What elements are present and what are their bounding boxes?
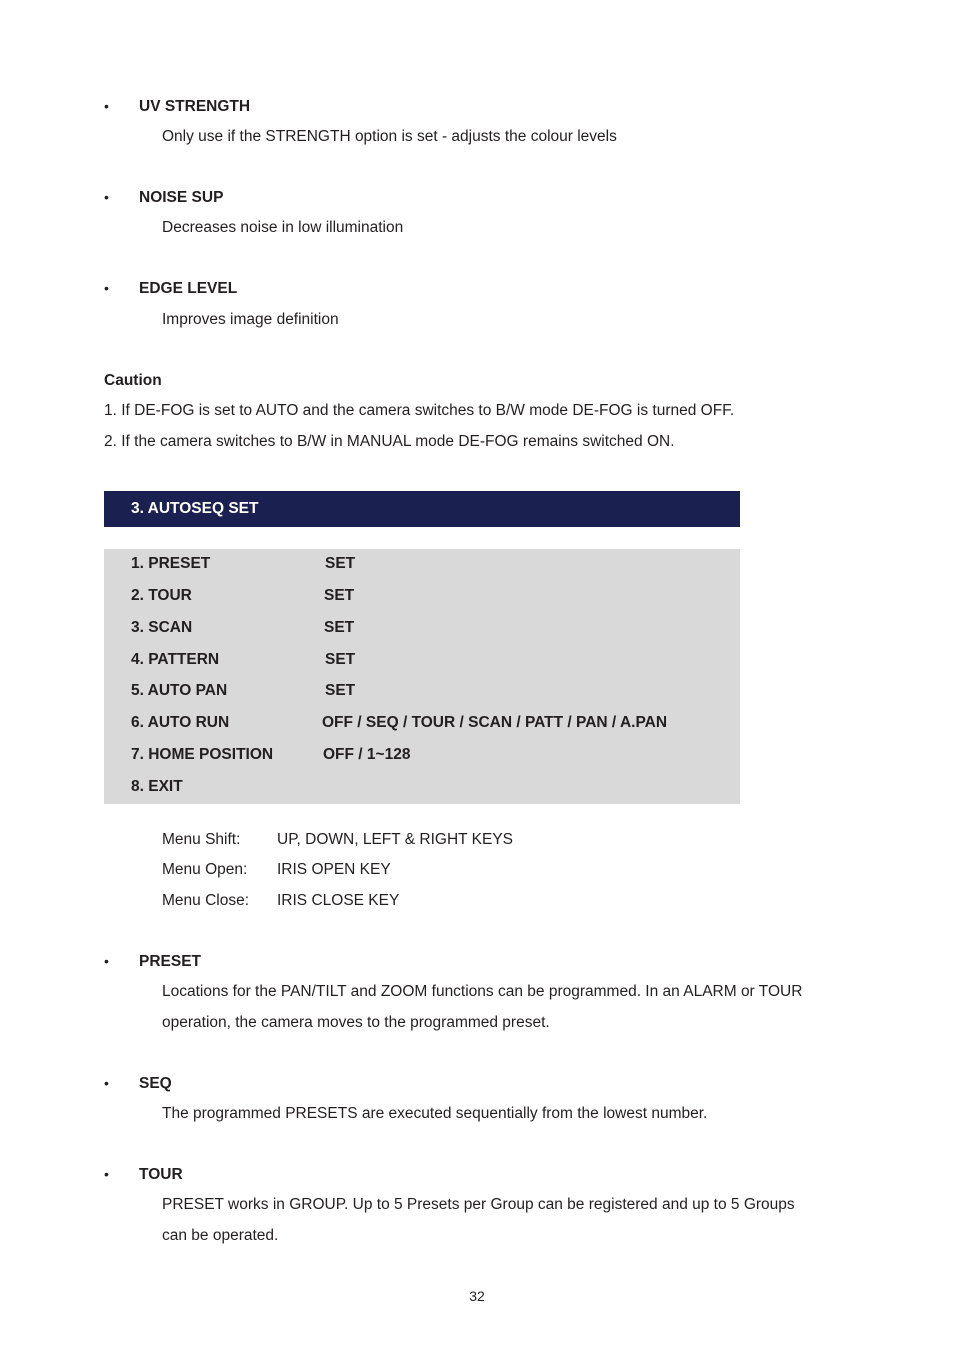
bullet-title: SEQ — [139, 1075, 172, 1092]
menu-value: OFF / SEQ / TOUR / SCAN / PATT / PAN / A.PAN — [322, 714, 668, 731]
menu-row — [104, 778, 740, 800]
bullet-description: PRESET works in GROUP. Up to 5 Presets per Group can be registered and up to 5 Groups — [162, 1196, 795, 1213]
menu-value: SET — [324, 619, 355, 636]
bullet-description: operation, the camera moves to the programmed preset. — [162, 1014, 550, 1031]
key-value: UP, DOWN, LEFT & RIGHT KEYS — [277, 831, 513, 848]
bullet-description: can be operated. — [162, 1227, 279, 1244]
key-name: Menu Shift: — [162, 831, 241, 848]
menu-row — [104, 651, 740, 673]
bullet-title: PRESET — [139, 953, 202, 970]
key-row — [162, 831, 662, 853]
menu-label: 7. HOME POSITION — [131, 746, 274, 763]
bullet-title: NOISE SUP — [139, 189, 224, 206]
key-row — [162, 861, 662, 883]
menu-label: 2. TOUR — [131, 587, 192, 604]
menu-row — [104, 555, 740, 577]
bullet-dot: • — [104, 1075, 109, 1091]
menu-label: 6. AUTO RUN — [131, 714, 230, 731]
menu-row — [104, 587, 740, 609]
bullet-title: TOUR — [139, 1166, 183, 1183]
bullet-dot: • — [104, 189, 109, 205]
bullet-description: Improves image definition — [162, 311, 339, 328]
menu-label: 4. PATTERN — [131, 651, 220, 668]
menu-row — [104, 682, 740, 704]
caution-line: 1. If DE-FOG is set to AUTO and the camera switches to B/W mode DE-FOG is turned OFF. — [104, 402, 735, 419]
section-header — [104, 491, 740, 527]
bullet-dot: • — [104, 280, 109, 296]
menu-row — [104, 714, 740, 736]
bullet-description: The programmed PRESETS are executed sequentially from the lowest number. — [162, 1105, 708, 1122]
bullet-description: Locations for the PAN/TILT and ZOOM functions can be programmed. In an ALARM or TOUR — [162, 983, 803, 1000]
bullet-dot: • — [104, 953, 109, 969]
key-name: Menu Close: — [162, 892, 250, 909]
menu-value: SET — [325, 682, 356, 699]
key-value: IRIS CLOSE KEY — [277, 892, 400, 909]
bullet-dot: • — [104, 98, 109, 114]
bullet-title: UV STRENGTH — [139, 98, 251, 115]
bullet-description: Decreases noise in low illumination — [162, 219, 404, 236]
menu-value: SET — [324, 587, 355, 604]
section-title: 3. AUTOSEQ SET — [131, 500, 259, 517]
menu-label: 8. EXIT — [131, 778, 183, 795]
bullet-dot: • — [104, 1166, 109, 1182]
menu-value: SET — [325, 555, 356, 572]
menu-label: 1. PRESET — [131, 555, 211, 572]
menu-table — [104, 549, 740, 804]
menu-label: 3. SCAN — [131, 619, 193, 636]
caution-line: 2. If the camera switches to B/W in MANUAL mode DE-FOG remains switched ON. — [104, 433, 675, 450]
menu-value: OFF / 1~128 — [323, 746, 411, 763]
menu-row — [104, 746, 740, 768]
bullet-description: Only use if the STRENGTH option is set - adjusts the colour levels — [162, 128, 617, 145]
menu-label: 5. AUTO PAN — [131, 682, 228, 699]
key-name: Menu Open: — [162, 861, 248, 878]
menu-value: SET — [325, 651, 356, 668]
page-number: 32 — [469, 1288, 485, 1304]
key-value: IRIS OPEN KEY — [277, 861, 391, 878]
menu-row — [104, 619, 740, 641]
key-row — [162, 892, 662, 914]
bullet-title: EDGE LEVEL — [139, 280, 238, 297]
caution-heading: Caution — [104, 372, 162, 389]
